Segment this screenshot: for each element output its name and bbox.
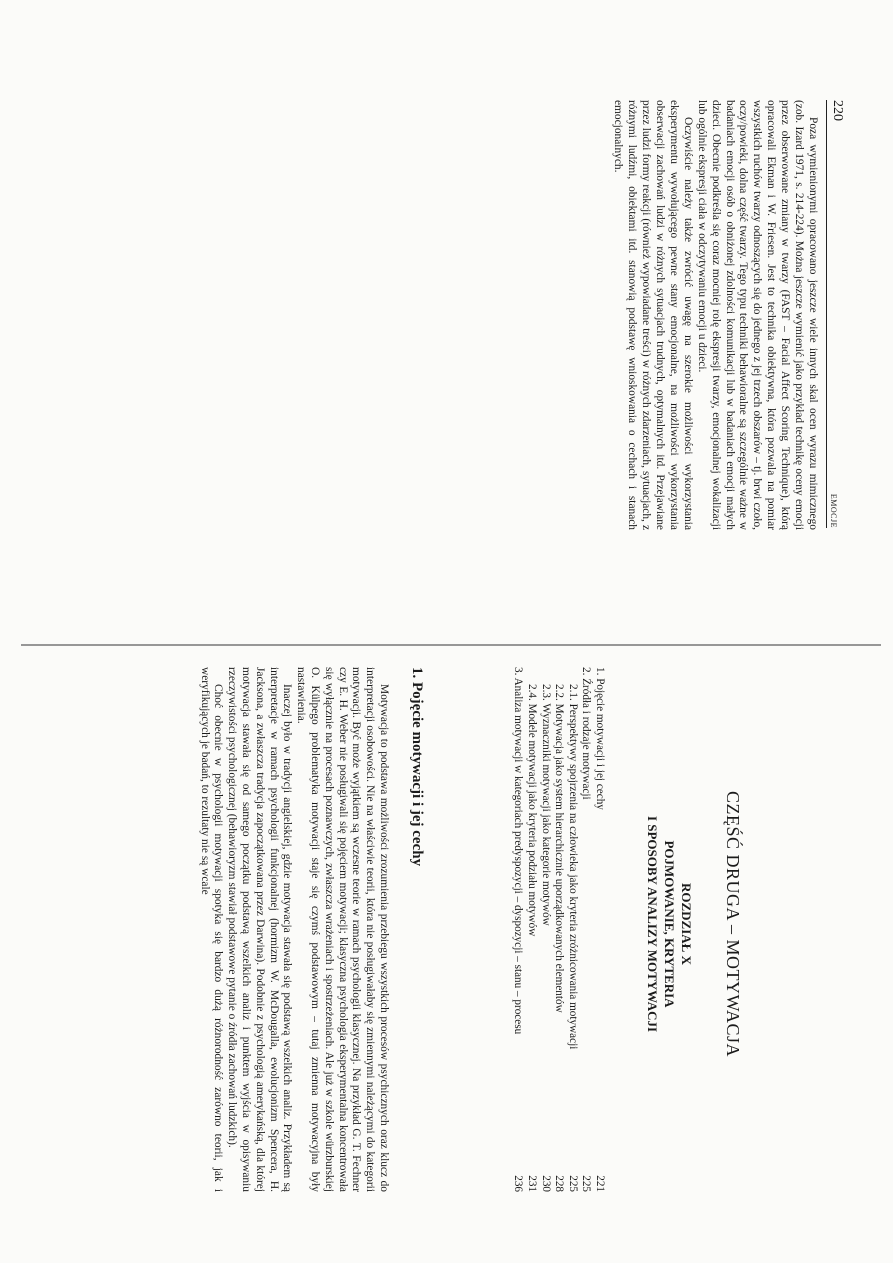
toc-entry-label: 2.4. Modele motywacji jako kryteria podziału motywów [526, 684, 539, 937]
running-head-label: EMOCJE [829, 493, 838, 528]
chapter-title-line2: I SPOSOBY ANALIZY MOTYWACJI [645, 815, 660, 1033]
toc-entry [511, 667, 525, 1192]
toc-entry [592, 667, 606, 1192]
toc-entry [579, 667, 593, 1192]
chapter-heading [644, 664, 695, 1184]
toc-entry [538, 667, 552, 1192]
chapter-label: ROZDZIAŁ X [679, 883, 694, 965]
paragraph: Choć obecnie w psychologii motywacji spotyka się bardzo dużą różnorodność zarówno teorii, jak i weryfikujących je badań, to rezultaty nie są wcale [198, 667, 225, 1192]
section-text [197, 667, 390, 1192]
table-of-contents [511, 667, 606, 1192]
toc-entry-label: 2.2. Motywacja jako system hierarchicznie uporządkowanych elementów [553, 684, 566, 1013]
toc-page-number: 230 [538, 1172, 552, 1192]
paragraph: Inaczej było w tradycji angielskiej, gdzie motywacja stawała się podstawą wszelkich analiz. Przykładem są interpretacje w ramach psychologii funkcjonalnej (hormizm W. McDougalla, ewolucjonizm Spencera, H. Jacksona, a zwłaszcza tradycja zapoczątkowana przez Darwina). Podobnie z psychologią amerykańską, dla której motywacja stawała się od samego początku podstawą wszelkich analiz i punktem wyjścia w opisywaniu rzeczywistości psychologicznej (behawioryzm stawiał podstawowe pytanie o źródła zachowań ludzkich). [226, 667, 294, 1192]
toc-entry-label: 2.1. Perspektywy spojrzenia na człowieka jako kryteria zróżnicowania motywacji [566, 684, 579, 1050]
running-head [826, 100, 843, 528]
toc-entry-label: 1. Pojęcie motywacji i jej cechy [594, 667, 606, 810]
toc-page-number: 221 [592, 1172, 606, 1192]
toc-entry [565, 667, 579, 1192]
page-number: 220 [830, 100, 845, 121]
right-page [0, 640, 893, 1263]
section-title: 1. Pojęcie motywacji i jej cechy [409, 667, 425, 867]
part-title: CZĘŚĆ DRUGA – MOTYWACJA [723, 790, 743, 1058]
toc-entry-label: 3. Analiza motywacji w kategoriach predyspozycji – dyspozycji – stanu – procesu [512, 667, 525, 1035]
toc-entry [552, 667, 566, 1192]
paragraph: Oczywiście należy także zwrócić uwagę na szerokie możliwości wykorzystania eksperymentu wywołującego pewne stany emocjonalne, na możliwości wykorzystania obserwacji zachowań ludzi w różnych sytuacjach trudnych, optymalnych itd. Przejawiane przez ludzi formy reakcji (również wypowiadane treści) w różnych zdarzeniach, sytuacjach, z różnymi ludźmi, obiektami itd. stanowią podstawę wnioskowania o cechach i stanach emocjonalnych. [612, 100, 694, 530]
chapter-title-line1: POJMOWANIE, KRYTERIA [662, 840, 677, 1008]
toc-entry-label: 2. Źródła i rodzaje motywacji [580, 667, 593, 800]
toc-page-number: 225 [579, 1172, 593, 1192]
toc-page-number: 225 [565, 1172, 579, 1192]
body-text [610, 100, 819, 530]
toc-page-number: 231 [524, 1172, 538, 1192]
toc-entry [524, 667, 538, 1192]
toc-entry-label: 2.3. Wyznaczniki motywacji jako kategorie motywów [539, 684, 552, 926]
paragraph: Poza wymienionymi opracowano jeszcze wiele innych skal ocen wyrazu mimicznego (zob. Izard 1971, s. 214-224). Można jeszcze wymienić jako przykład technikę oceny emocji przez obserwowane zmiany w twarzy (FAST – Facial Affect Scoring Technique), którą opracowali Ekman i W. Friesen. Jest to technika obiektywna, która pozwala na pomiar wszystkich ruchów twarzy odnoszących się do jednego z jej trzech obszarów – tj. brwi czoło, oczy/powieki, dolna część twarzy. Tego typu techniki behawioralne są szczególnie ważne w badaniach emocji osób o obniżonej zdolności komunikacji lub w badaniach emocji małych dzieci. Obecnie podkreśla się coraz mocniej rolę ekspresji twarzy, emocjonalnej wokalizacji lub ogólnie ekspresji ciała w odczytywaniu emocji u dzieci. [695, 100, 819, 530]
paragraph: Motywacja to podstawa możliwości zrozumienia przebiegu wszystkich procesów psychicznych oraz klucz do interpretacji osobowości. Nie na właściwie teorii, która nie posługiwałaby się zmiennymi należącymi do kategorii motywacji. Być może wyjątkiem są wczesne teorie w ramach psychologii klasycznej. Na przykład G. T. Fechner czy E. H. Weber nie posługiwali się pojęciem motywacji; klasyczna psychologia eksperymentalna koncentrowała się wyłącznie na procesach poznawczych, zwłaszcza wrażeniach i spostrzeżeniach. Ale już w szkole würzburskiej O. Külpego problematyka motywacji staje się czymś podstawowym – tutaj zmienna motywacyjna były nastawienia. [295, 667, 390, 1192]
toc-page-number: 228 [552, 1172, 566, 1192]
toc-page-number: 236 [511, 1172, 525, 1192]
